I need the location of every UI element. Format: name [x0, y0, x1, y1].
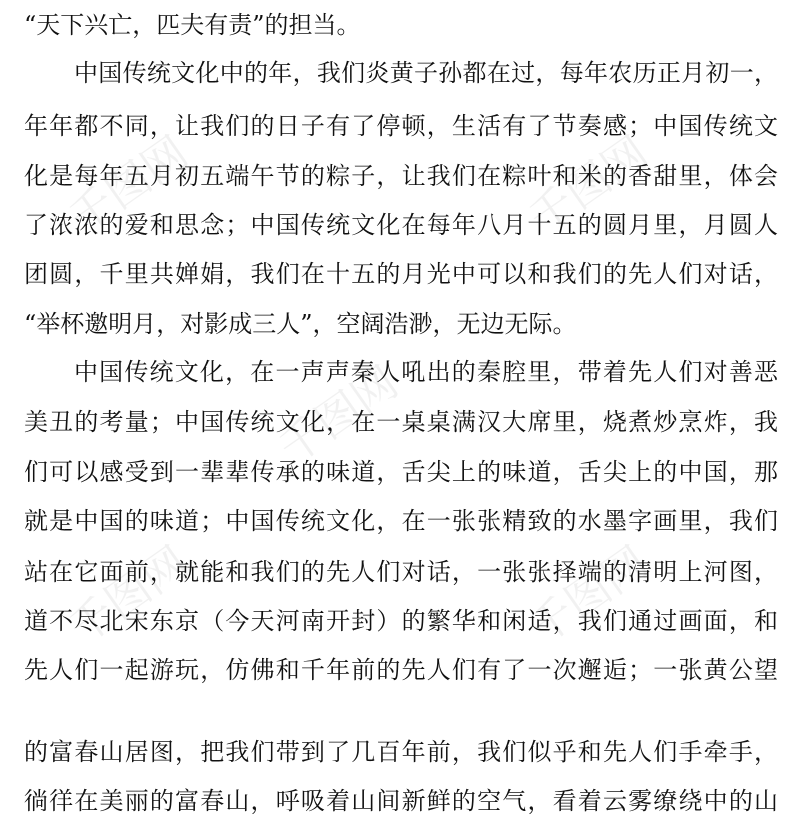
text-line: 就是中国的味道；中国传统文化，在一张张精致的水墨字画里，我们	[24, 507, 778, 535]
text-line: 年年都不同，让我们的日子有了停顿，生活有了节奏感；中国传统文	[24, 112, 778, 140]
text-line: 团圆，千里共婵娟，我们在十五的月光中可以和我们的先人们对话，	[24, 260, 778, 288]
watermark: 千图网	[59, 536, 198, 655]
text-line: 道不尽北宋东京（今天河南开封）的繁华和闲适，我们通过画面，和	[24, 607, 778, 635]
watermark: 千图网	[519, 536, 658, 655]
text-line: 站在它面前，就能和我们的先人们对话，一张张择端的清明上河图，	[24, 558, 778, 586]
text-line: 了浓浓的爱和思念；中国传统文化在每年八月十五的圆月里，月圆人	[24, 211, 778, 239]
text-line: 中国传统文化中的年，我们炎黄子孙都在过，每年农历正月初一，	[74, 59, 778, 87]
watermark: 千图网	[59, 126, 198, 245]
text-line: 化是每年五月初五端午节的粽子，让我们在粽叶和米的香甜里，体会	[24, 162, 778, 190]
watermark: 千图网	[269, 356, 408, 475]
text-line: “举杯邀明月，对影成三人”，空阔浩渺，无边无际。	[24, 310, 577, 338]
text-line: 徜徉在美丽的富春山，呼吸着山间新鲜的空气，看着云雾缭绕中的山	[24, 787, 778, 815]
text-line: “天下兴亡，匹夫有责”的担当。	[24, 11, 361, 39]
text-line: 先人们一起游玩，仿佛和千年前的先人们有了一次邂逅；一张黄公望	[24, 656, 778, 684]
text-line: 的富春山居图，把我们带到了几百年前，我们似乎和先人们手牵手，	[24, 738, 778, 766]
watermark: 千图网	[519, 126, 658, 245]
text-line: 美丑的考量；中国传统文化，在一桌桌满汉大席里，烧煮炒烹炸，我	[24, 408, 778, 436]
text-line: 们可以感受到一辈辈传承的味道，舌尖上的味道，舌尖上的中国，那	[24, 458, 778, 486]
text-line: 中国传统文化，在一声声秦人吼出的秦腔里，带着先人们对善恶	[74, 358, 778, 386]
